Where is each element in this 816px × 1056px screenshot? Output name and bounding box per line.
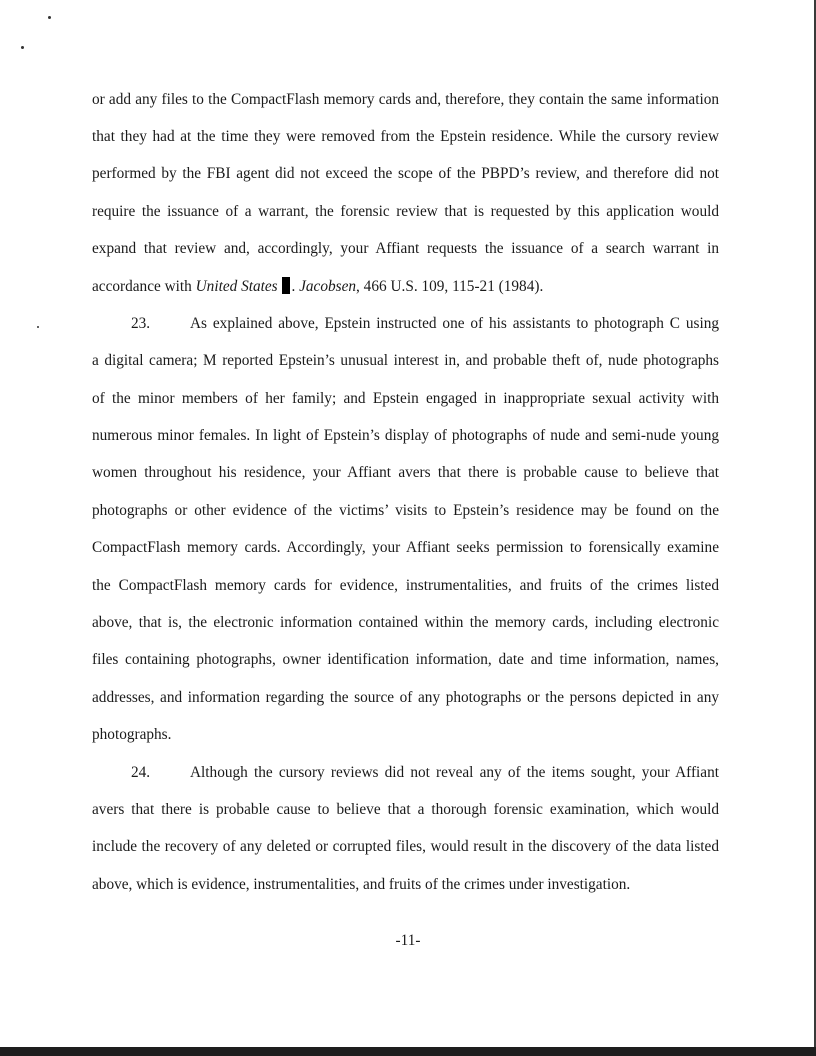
page-number: -11- [395,932,421,949]
paragraph-24-text: Although the cursory reviews did not reveal any of the items sought, your Affiant [190,764,719,781]
citation-pre: accordance with [92,278,196,295]
citation-line [92,276,719,298]
scan-edge-bottom [0,1047,816,1056]
citation-post: , 466 U.S. 109, 115-21 (1984). [356,278,544,295]
text-line: performed by the FBI agent did not exceed the scope of the PBPD’s review, and therefore did not [92,165,719,182]
text-line: expand that review and, accordingly, your Affiant requests the issuance of a search warrant in [92,240,719,257]
text-line: or add any files to the CompactFlash memory cards and, therefore, they contain the same information [92,91,719,108]
paragraph-24-first-line [131,762,719,784]
paragraph-number: 23. [131,315,151,332]
text-line: photographs. [92,726,172,743]
paragraph-number: 24. [131,764,151,781]
text-line: numerous minor females. In light of Epstein’s display of photographs of nude and semi-nude young [92,427,719,444]
citation-mid: . [291,278,300,295]
redaction-bar [282,277,290,294]
text-line: the CompactFlash memory cards for evidence, instrumentalities, and fruits of the crimes listed [92,577,719,594]
paragraph-23-first-line [131,313,719,335]
scan-speck [37,326,39,328]
case-name-part2: Jacobsen [299,278,357,295]
text-line: require the issuance of a warrant, the forensic review that is requested by this application would [92,203,719,220]
text-line: include the recovery of any deleted or corrupted files, would result in the discovery of the data listed [92,838,719,855]
text-line: above, that is, the electronic information contained within the memory cards, including electronic [92,614,719,631]
case-name-part1: United States [195,278,278,295]
text-line: of the minor members of her family; and Epstein engaged in inappropriate sexual activity with [92,390,719,407]
text-line: files containing photographs, owner identification information, date and time information, names, [92,651,719,668]
text-line: photographs or other evidence of the victims’ visits to Epstein’s residence may be found on the [92,502,719,519]
text-line: a digital camera; M reported Epstein’s unusual interest in, and probable theft of, nude photographs [92,352,719,369]
scan-speck [48,16,51,19]
scan-speck [21,46,24,49]
paragraph-23-text: As explained above, Epstein instructed one of his assistants to photograph C using [190,315,719,332]
text-line: women throughout his residence, your Affiant avers that there is probable cause to believe that [92,464,719,481]
text-line: CompactFlash memory cards. Accordingly, your Affiant seeks permission to forensically examine [92,539,719,556]
text-line: addresses, and information regarding the source of any photographs or the persons depicted in any [92,689,719,706]
text-line: above, which is evidence, instrumentalities, and fruits of the crimes under investigation. [92,876,631,893]
text-line: that they had at the time they were removed from the Epstein residence. While the cursory review [92,128,719,145]
text-line: avers that there is probable cause to believe that a thorough forensic examination, which would [92,801,719,818]
